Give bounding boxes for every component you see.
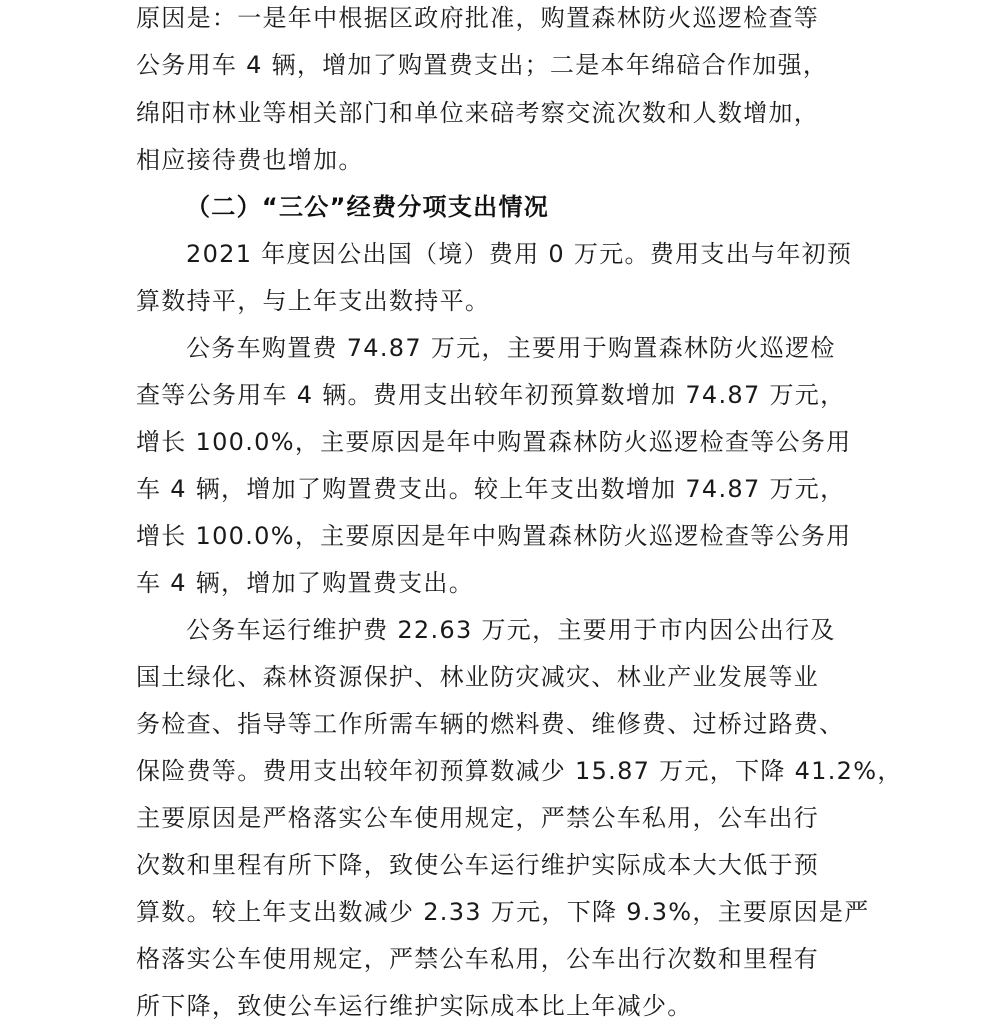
section-heading: （二）“三公”经费分项支出情况 (186, 193, 550, 221)
paragraph-line: 车 4 辆，增加了购置费支出。较上年支出数增加 74.87 万元， (136, 475, 846, 503)
paragraph-line: 增长 100.0%，主要原因是年中购置森林防火巡逻检查等公务用 (136, 522, 852, 550)
paragraph-line: 绵阳市林业等相关部门和单位来碚考察交流次数和人数增加， (136, 99, 820, 127)
paragraph-line: 算数。较上年支出数减少 2.33 万元，下降 9.3%，主要原因是严 (136, 898, 870, 926)
paragraph-line: 公务用车 4 辆，增加了购置费支出；二是本年绵碚合作加强， (136, 51, 829, 79)
paragraph-line: 务检查、指导等工作所需车辆的燃料费、维修费、过桥过路费、 (136, 710, 845, 738)
paragraph-line: 格落实公车使用规定，严禁公车私用，公车出行次数和里程有 (136, 945, 820, 973)
paragraph-line: 增长 100.0%，主要原因是年中购置森林防火巡逻检查等公务用 (136, 428, 852, 456)
paragraph-line: 查等公务用车 4 辆。费用支出较年初预算数增加 74.87 万元， (136, 381, 846, 409)
paragraph-line: 保险费等。费用支出较年初预算数减少 15.87 万元，下降 41.2%， (136, 757, 903, 785)
paragraph-line: 国土绿化、森林资源保护、林业防灾减灾、林业产业发展等业 (136, 663, 820, 691)
paragraph-line: 车 4 辆，增加了购置费支出。 (136, 569, 475, 597)
paragraph-line: 算数持平，与上年支出数持平。 (136, 287, 491, 315)
paragraph-line: 次数和里程有所下降，致使公车运行维护实际成本大大低于预 (136, 851, 820, 879)
paragraph-line: 2021 年度因公出国（境）费用 0 万元。费用支出与年初预 (186, 240, 853, 268)
paragraph-line: 相应接待费也增加。 (136, 146, 364, 174)
paragraph-line: 公务车运行维护费 22.63 万元，主要用于市内因公出行及 (186, 616, 836, 644)
paragraph-line: 公务车购置费 74.87 万元，主要用于购置森林防火巡逻检 (186, 334, 836, 362)
paragraph-line: 主要原因是严格落实公车使用规定，严禁公车私用，公车出行 (136, 804, 820, 832)
paragraph-line: 所下降，致使公车运行维护实际成本比上年减少。 (136, 992, 693, 1020)
paragraph-line: 原因是：一是年中根据区政府批准，购置森林防火巡逻检查等 (136, 4, 820, 32)
